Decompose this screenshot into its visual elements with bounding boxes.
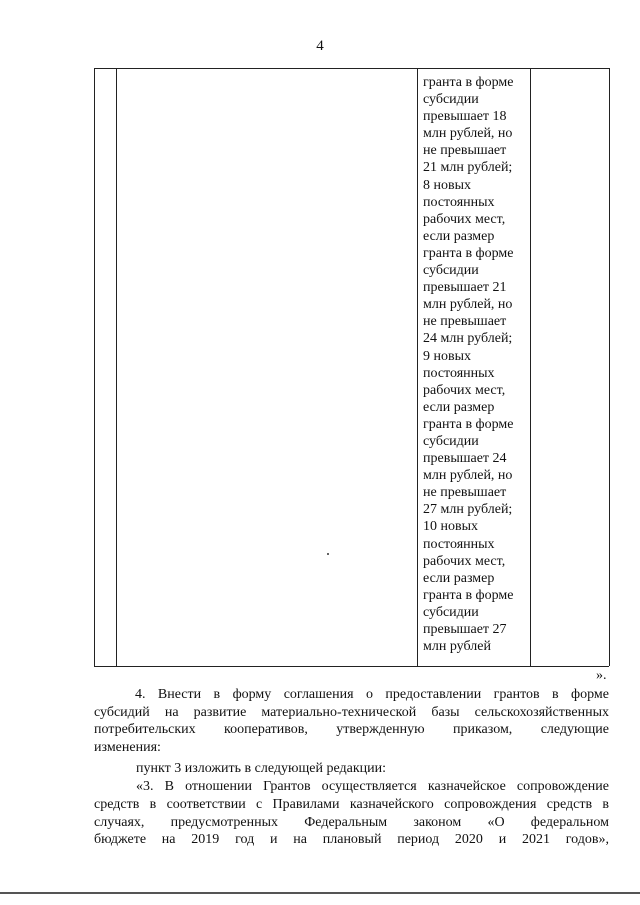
closing-quote: ». — [596, 668, 607, 683]
table-column-divider-2 — [417, 68, 418, 666]
table-cell-line: если размер — [423, 399, 495, 415]
page-number: 4 — [316, 38, 324, 54]
text-line: бюджете на 2019 год и на плановый период 2020 и 2021 годов», — [94, 832, 609, 848]
table-cell-line: превышает 24 — [423, 451, 507, 467]
text-line: потребительских кооперативов, утвержденную приказом, следующие — [94, 722, 609, 738]
table-border-left — [94, 68, 95, 666]
text-line: изменения: — [94, 739, 161, 755]
text-line: случаях, предусмотренных Федеральным законом «О федеральном — [94, 814, 609, 830]
table-cell-line: 8 новых — [423, 177, 472, 193]
table-cell-line: рабочих мест, — [423, 553, 506, 569]
table-frame — [94, 68, 609, 667]
point-3-first-line — [136, 778, 609, 796]
table-cell-line: 27 млн рублей; — [423, 502, 513, 518]
table-cell-requirements — [423, 74, 531, 655]
table-border-right — [609, 68, 610, 666]
table-cell-line: превышает 21 — [423, 280, 507, 296]
text-line: 4. Внести в форму соглашения о предоставлении грантов в форме — [135, 687, 609, 702]
table-cell-line: 10 новых — [423, 519, 479, 535]
item-4-paragraph — [119, 686, 609, 704]
table-cell-line: 21 млн рублей; — [423, 160, 513, 176]
table-cell-line: гранта в форме — [423, 75, 514, 90]
table-cell-line: гранта в форме — [423, 416, 514, 432]
table-cell-line: не превышает — [423, 485, 507, 501]
table-cell-line: млн рублей — [423, 639, 491, 655]
table-cell-line: если размер — [423, 570, 495, 586]
table-cell-line: рабочих мест, — [423, 211, 506, 227]
scan-dot-mark — [327, 553, 329, 555]
table-cell-line: постоянных — [423, 194, 495, 210]
page-bottom-edge — [0, 892, 640, 894]
table-cell-line: превышает 18 — [423, 109, 507, 125]
table-cell-line: если размер — [423, 228, 495, 244]
point-3-intro — [136, 760, 606, 778]
table-cell-line: субсидии — [423, 604, 479, 620]
item-4-continuation — [94, 704, 609, 757]
table-cell-line: не превышает — [423, 143, 507, 159]
text-line: пункт 3 изложить в следующей редакции: — [136, 761, 386, 776]
body-text — [119, 686, 609, 704]
table-cell-line: млн рублей, но — [423, 468, 513, 484]
table-cell-line: млн рублей, но — [423, 126, 513, 142]
table-cell-line: 24 млн рублей; — [423, 331, 513, 347]
text-line: субсидий на развитие материально-технической базы сельскохозяйственных — [94, 704, 609, 720]
table-column-divider-1 — [116, 68, 117, 666]
table-cell-line: не превышает — [423, 314, 507, 330]
text-line: средств в соответствии с Правилами казначейского сопровождения средств в — [94, 797, 609, 812]
table-cell-line: субсидии — [423, 433, 479, 449]
table-cell-line: превышает 27 — [423, 622, 507, 637]
table-cell-line: постоянных — [423, 365, 495, 381]
table-cell-line: субсидии — [423, 263, 479, 279]
table-cell-line: гранта в форме — [423, 587, 514, 603]
table-cell-line: субсидии — [423, 92, 479, 108]
table-cell-line: рабочих мест, — [423, 382, 506, 398]
table-cell-line: гранта в форме — [423, 245, 514, 261]
table-cell-line: млн рублей, но — [423, 297, 513, 313]
table-cell-line: постоянных — [423, 536, 495, 552]
text-line: «3. В отношении Грантов осуществляется казначейское сопровождение — [136, 779, 609, 794]
table-cell-line: 9 новых — [423, 348, 472, 364]
point-3-paragraph — [94, 796, 609, 849]
